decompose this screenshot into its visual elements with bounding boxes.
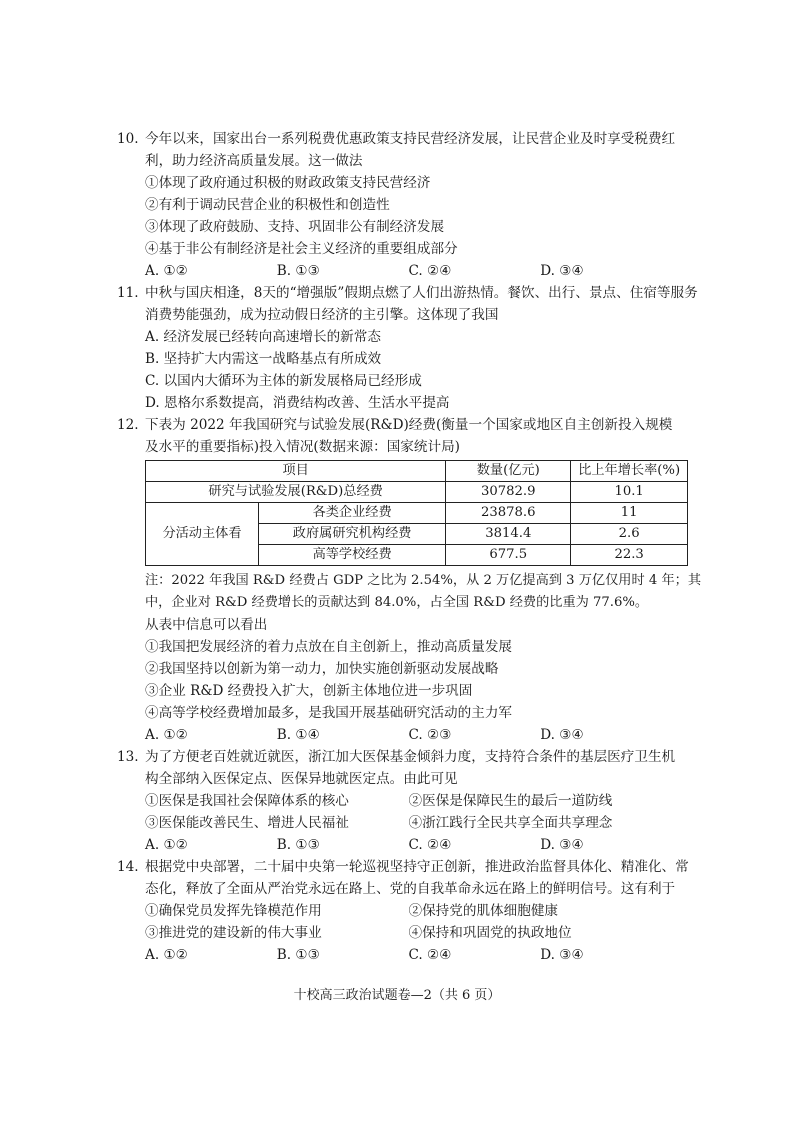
table-cell: 各类企业经费: [259, 503, 446, 524]
statement: ①体现了政府通过积极的财政政策支持民营经济: [145, 175, 431, 191]
table-cell: 3814.4: [446, 524, 571, 545]
question-text: 构全部纳入医保定点、医保异地就医定点。由此可见: [145, 771, 458, 787]
question-number: 13.: [117, 749, 139, 765]
table-cell: 22.3: [571, 545, 688, 566]
option-a: A. ①②: [145, 947, 188, 963]
question-text: 消费势能强劲，成为拉动假日经济的主引擎。这体现了我国: [145, 307, 499, 323]
question-10: [0, 128, 676, 282]
statement: ③医保能改善民生、增进人民福祉: [145, 815, 349, 831]
statement: ①确保党员发挥先锋模范作用: [145, 903, 322, 919]
option-b: B. ①④: [276, 727, 320, 743]
option-b: B. 坚持扩大内需这一战略基点有所成效: [145, 351, 382, 367]
statement: ①医保是我国社会保障体系的核心: [145, 793, 349, 809]
question-number: 14.: [117, 859, 139, 875]
answer-options: [145, 834, 672, 856]
question-text: 利，助力经济高质量发展。这一做法: [145, 153, 363, 169]
statement: ④浙江践行全民共享全面共享理念: [408, 815, 613, 831]
question-text: 根据党中央部署，二十届中央第一轮巡视坚持守正创新，推进政治监督具体化、精准化、常: [145, 859, 689, 875]
question-text: 中秋与国庆相逢，8天的“增强版”假期点燃了人们出游热情。餐饮、出行、景点、住宿等服务: [145, 285, 698, 301]
answer-options: [145, 724, 672, 746]
option-c: C. 以国内大循环为主体的新发展格局已经形成: [145, 373, 422, 389]
question-13: [0, 746, 676, 856]
option-a: A. ①②: [145, 727, 188, 743]
table-cell: 677.5: [446, 545, 571, 566]
statement: ④高等学校经费增加最多，是我国开展基础研究活动的主力军: [145, 705, 513, 721]
question-text: 下表为 2022 年我国研究与试验发展(R&D)经费(衡量一个国家或地区自主创新投入规模: [145, 417, 673, 433]
question-12: [0, 414, 702, 746]
option-a: A. 经济发展已经转向高速增长的新常态: [145, 329, 381, 345]
option-c: C. ②③: [408, 727, 452, 743]
exam-page: [0, 128, 794, 966]
option-a: A. ①②: [145, 837, 188, 853]
statement: ④保持和巩固党的执政地位: [408, 925, 572, 941]
question-text: 为了方便老百姓就近就医，浙江加大医保基金倾斜力度，支持符合条件的基层医疗卫生机: [145, 749, 676, 765]
option-d: D. ③④: [540, 263, 584, 279]
table-row: [146, 482, 688, 503]
table-cell: 30782.9: [446, 482, 571, 503]
option-c: C. ②④: [408, 837, 452, 853]
statement-row: [145, 812, 672, 834]
question-number: 11.: [117, 285, 139, 301]
statement: ①我国把发展经济的着力点放在自主创新上，推动高质量发展: [145, 639, 513, 655]
statement: ②保持党的肌体细胞健康: [408, 903, 559, 919]
option-c: C. ②④: [408, 263, 452, 279]
statement-row: [145, 900, 672, 922]
statement: ②医保是保障民生的最后一道防线: [408, 793, 613, 809]
statement: ③推进党的建设新的伟大事业: [145, 925, 322, 941]
table-row: [146, 503, 688, 524]
statement: ③企业 R&D 经费投入扩大，创新主体地位进一步巩固: [145, 683, 473, 699]
table-header: 数量(亿元): [446, 461, 571, 482]
table-cell: 2.6: [571, 524, 688, 545]
question-11: [0, 282, 698, 414]
question-text: 态化，释放了全面从严治党永远在路上、党的自我革命永远在路上的鲜明信号。这有利于: [145, 881, 676, 897]
statement-row: [145, 790, 672, 812]
statement: ③体现了政府鼓励、支持、巩固非公有制经济发展: [145, 219, 445, 235]
table-cell: 研究与试验发展(R&D)总经费: [146, 482, 446, 503]
option-d: D. 恩格尔系数提高，消费结构改善、生活水平提高: [145, 395, 450, 411]
statement-row: [145, 922, 672, 944]
answer-options: [145, 944, 672, 966]
statement: ②有利于调动民营企业的积极性和创造性: [145, 197, 390, 213]
question-text: 及水平的重要指标)投入情况(数据来源：国家统计局): [145, 439, 460, 455]
table-note: 中，企业对 R&D 经费增长的贡献达到 84.0%，占全国 R&D 经费的比重为 77.6%。: [145, 595, 649, 610]
rd-funding-table: [145, 460, 688, 566]
option-c: C. ②④: [408, 947, 452, 963]
option-d: D. ③④: [540, 837, 584, 853]
table-group-label: 分活动主体看: [146, 503, 259, 566]
option-b: B. ①③: [276, 837, 320, 853]
question-text: 今年以来，国家出台一系列税费优惠政策支持民营经济发展，让民营企业及时享受税费红: [145, 131, 676, 147]
option-b: B. ①③: [276, 947, 320, 963]
page-footer: 十校高三政治试题卷—2（共 6 页）: [293, 988, 501, 1003]
option-d: D. ③④: [540, 947, 584, 963]
option-a: A. ①②: [145, 263, 188, 279]
option-d: D. ③④: [540, 727, 584, 743]
question-number: 10.: [117, 131, 139, 147]
table-header: 项目: [146, 461, 446, 482]
table-note: 注：2022 年我国 R&D 经费占 GDP 之比为 2.54%，从 2 万亿提高到 3 万亿仅用时 4 年；其: [145, 573, 702, 588]
question-14: [0, 856, 689, 966]
table-cell: 政府属研究机构经费: [259, 524, 446, 545]
table-header: 比上年增长率(%): [571, 461, 688, 482]
table-cell: 10.1: [571, 482, 688, 503]
statement: ④基于非公有制经济是社会主义经济的重要组成部分: [145, 241, 458, 257]
statement: ②我国坚持以创新为第一动力，加快实施创新驱动发展战略: [145, 661, 499, 677]
question-stem: 从表中信息可以看出: [145, 617, 268, 633]
table-cell: 高等学校经费: [259, 545, 446, 566]
answer-options: [145, 260, 672, 282]
question-number: 12.: [117, 417, 139, 433]
table-header-row: [146, 461, 688, 482]
option-b: B. ①③: [276, 263, 320, 279]
table-cell: 23878.6: [446, 503, 571, 524]
table-cell: 11: [571, 503, 688, 524]
